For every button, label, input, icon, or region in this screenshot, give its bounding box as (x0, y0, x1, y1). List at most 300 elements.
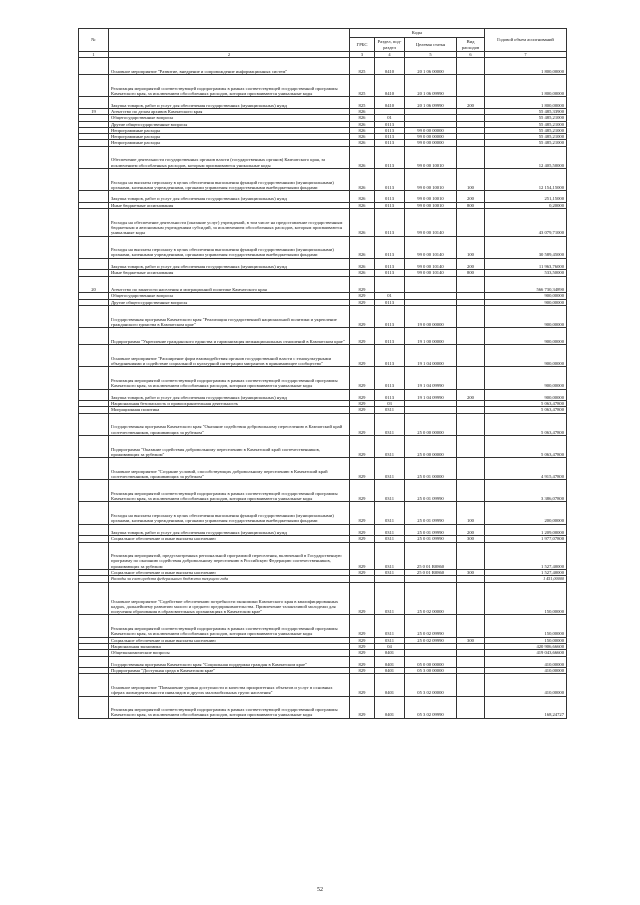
row-sum-cell: 55 485,21000 (485, 140, 567, 146)
row-razdel-cell: 0113 (375, 146, 405, 168)
row-target-article-cell: 25 0 02 00000 (405, 582, 457, 615)
row-name-cell: Расходы на выплаты персоналу в целях обеспечения выполнения функций государственными (муниципальными) органами, казенными учреждениями, органами управления государственными внебюджетными фондами (109, 502, 350, 524)
row-sum-cell: 1 977,07800 (485, 536, 567, 542)
row-sum-cell: 55 485,21000 (485, 115, 567, 121)
row-sum-cell: 900,00000 (485, 293, 567, 299)
row-razdel-cell: 0401 (375, 674, 405, 696)
row-razdel-cell: 0113 (375, 209, 405, 237)
row-grbs-cell: 829 (350, 696, 375, 718)
table-row (79, 389, 567, 401)
row-number-cell (79, 674, 109, 696)
index-cell: 5 (405, 52, 457, 58)
row-expense-type-cell (457, 413, 485, 435)
row-grbs-cell: 826 (350, 134, 375, 140)
row-grbs-cell: 829 (350, 345, 375, 367)
row-grbs-cell: 829 (350, 480, 375, 502)
row-target-article-cell: 99 0 00 10140 (405, 258, 457, 270)
row-name-cell: Социальное обеспечение и иные выплаты населению (109, 637, 350, 643)
row-number-cell (79, 97, 109, 109)
row-target-article-cell: 05 0 00 00000 (405, 656, 457, 668)
row-name-cell: Непрограммные расходы (109, 127, 350, 133)
row-grbs-cell: 829 (350, 524, 375, 536)
row-sum-cell: 150,00000 (485, 582, 567, 615)
row-razdel-cell: 0311 (375, 637, 405, 643)
row-name-cell: Реализация мероприятий соответствующей подпрограммы в рамках соответствующей государственной программы Камчатского края, за исключением обособленных расходов, которым присваиваются уникальные коды (109, 615, 350, 637)
row-sum-cell: 12 405,50000 (485, 146, 567, 168)
row-number-cell (79, 502, 109, 524)
row-name-cell: Основное мероприятие "Содействие обеспечению потребности экономики Камчатского края в квалифицированных кадрах, дальнейшему развитию малого и среднего предпринимательства. Привлечение талантливой молодежи для получения образования в образовательных организациях в Камчатском крае" (109, 582, 350, 615)
row-target-article-cell: 05 3 00 00000 (405, 668, 457, 674)
row-expense-type-cell (457, 328, 485, 345)
row-number-cell (79, 328, 109, 345)
row-razdel-cell: 0311 (375, 582, 405, 615)
row-sum-cell: 5 063,47800 (485, 435, 567, 457)
header-grbs: ГРБС (350, 38, 375, 52)
row-expense-type-cell (457, 696, 485, 718)
table-row (79, 58, 567, 75)
row-name-cell: Реализация мероприятий соответствующей подпрограммы в рамках соответствующей государственной программы Камчатского края, за исключением обособленных расходов, которым присваиваются уникальные коды (109, 480, 350, 502)
header-sum: Годовой объем ассигнований (485, 29, 567, 52)
row-razdel-cell: 0311 (375, 407, 405, 413)
row-razdel-cell: 0311 (375, 413, 405, 435)
row-name-cell: Государственная программа Камчатского края "Оказание содействия добровольному переселению в Камчатский край соотечественников, проживающих за рубежом" (109, 413, 350, 435)
row-razdel-cell: 0311 (375, 502, 405, 524)
row-number-cell (79, 58, 109, 75)
row-number-cell (79, 258, 109, 270)
row-expense-type-cell (457, 656, 485, 668)
row-expense-type-cell: 200 (457, 97, 485, 109)
row-name-cell: Национальная безопасность и правоохранительная деятельность (109, 401, 350, 407)
row-sum-cell: 150,00000 (485, 637, 567, 643)
row-target-article-cell: 19 0 00 00000 (405, 306, 457, 328)
table-row (79, 236, 567, 258)
row-expense-type-cell (457, 146, 485, 168)
row-target-article-cell: 25 0 00 00000 (405, 435, 457, 457)
header-row-1 (79, 29, 567, 38)
table-row (79, 258, 567, 270)
row-razdel-cell: 0113 (375, 270, 405, 276)
row-number-cell: 20 (79, 276, 109, 293)
row-grbs-cell: 826 (350, 209, 375, 237)
row-number-cell (79, 413, 109, 435)
row-sum-cell: 55 485,21000 (485, 127, 567, 133)
row-target-article-cell: 25 0 01 09990 (405, 536, 457, 542)
row-expense-type-cell: 200 (457, 258, 485, 270)
row-grbs-cell: 829 (350, 643, 375, 649)
row-target-article-cell: 99 0 00 10010 (405, 202, 457, 208)
row-target-article-cell: 99 0 00 00000 (405, 134, 457, 140)
row-expense-type-cell: 200 (457, 524, 485, 536)
row-sum-cell: 1 451,00000 (485, 576, 567, 582)
row-target-article-cell: 05 3 02 00000 (405, 674, 457, 696)
row-target-article-cell: 25 0 01 09990 (405, 524, 457, 536)
row-target-article-cell (405, 276, 457, 293)
row-razdel-cell: 0311 (375, 615, 405, 637)
row-grbs-cell: 829 (350, 389, 375, 401)
row-grbs-cell: 826 (350, 121, 375, 127)
row-expense-type-cell (457, 458, 485, 480)
row-sum-cell: 5 063,47800 (485, 413, 567, 435)
row-grbs-cell: 829 (350, 674, 375, 696)
table-row (79, 168, 567, 190)
row-expense-type-cell: 300 (457, 536, 485, 542)
row-expense-type-cell (457, 480, 485, 502)
row-expense-type-cell: 800 (457, 202, 485, 208)
table-row (79, 435, 567, 457)
row-name-cell: Иные бюджетные ассигнования (109, 270, 350, 276)
row-target-article-cell: 19 1 04 00000 (405, 345, 457, 367)
row-grbs-cell: 829 (350, 293, 375, 299)
row-grbs-cell: 829 (350, 656, 375, 668)
index-cell: 7 (485, 52, 567, 58)
row-number-cell (79, 345, 109, 367)
row-grbs-cell: 826 (350, 202, 375, 208)
row-target-article-cell: 99 0 00 10140 (405, 270, 457, 276)
row-expense-type-cell: 300 (457, 637, 485, 643)
row-name-cell: Другие общегосударственные вопросы (109, 299, 350, 305)
row-grbs-cell: 829 (350, 276, 375, 293)
row-target-article-cell: 19 1 00 00000 (405, 328, 457, 345)
row-expense-type-cell: 100 (457, 168, 485, 190)
row-razdel-cell: 0113 (375, 389, 405, 401)
budget-table (78, 28, 567, 719)
row-expense-type-cell (457, 615, 485, 637)
row-sum-cell: 55 485,33900 (485, 108, 567, 114)
row-name-cell: Агентство по занятости населения и миграционной политике Камчатского края (109, 276, 350, 293)
row-razdel-cell: 0113 (375, 191, 405, 203)
row-sum-cell: 11 963,76000 (485, 258, 567, 270)
row-sum-cell: 1 527,40000 (485, 570, 567, 576)
row-grbs-cell: 829 (350, 407, 375, 413)
row-number-cell: 19 (79, 108, 109, 114)
row-name-cell: Государственная программа Камчатского края "Реализация государственной национальной политики и укрепление гражданского единства в Камчатском крае" (109, 306, 350, 328)
row-sum-cell: 55 485,21000 (485, 134, 567, 140)
row-expense-type-cell (457, 435, 485, 457)
row-razdel-cell: 0401 (375, 650, 405, 656)
row-sum-cell: 251,15000 (485, 191, 567, 203)
row-target-article-cell: 20 1 06 09990 (405, 97, 457, 109)
row-sum-cell: 1 800,00000 (485, 75, 567, 97)
row-grbs-cell: 829 (350, 570, 375, 576)
row-expense-type-cell: 200 (457, 389, 485, 401)
row-expense-type-cell (457, 58, 485, 75)
index-cell: 3 (350, 52, 375, 58)
row-razdel-cell: 0113 (375, 202, 405, 208)
row-sum-cell: 5 063,47800 (485, 401, 567, 407)
row-target-article-cell: 99 0 00 10010 (405, 191, 457, 203)
table-row (79, 524, 567, 536)
row-grbs-cell: 826 (350, 236, 375, 258)
row-grbs-cell: 826 (350, 270, 375, 276)
row-sum-cell: 5 063,47800 (485, 407, 567, 413)
row-grbs-cell: 826 (350, 115, 375, 121)
row-sum-cell: 55 485,21000 (485, 121, 567, 127)
row-name-cell: Другие общегосударственные вопросы (109, 121, 350, 127)
header-razdel: Раздел, под-раздел (375, 38, 405, 52)
row-number-cell (79, 696, 109, 718)
row-grbs-cell: 829 (350, 413, 375, 435)
row-target-article-cell: 25 0 02 09990 (405, 615, 457, 637)
row-sum-cell: 410,00000 (485, 656, 567, 668)
row-number-cell (79, 75, 109, 97)
row-name-cell: Подпрограмма "Укрепление гражданского единства и гармонизация межнациональных отношений в Камчатском крае" (109, 328, 350, 345)
row-grbs-cell: 829 (350, 306, 375, 328)
row-name-cell: Подпрограмма "Доступная среда в Камчатском крае" (109, 668, 350, 674)
row-sum-cell: 1 209,00000 (485, 524, 567, 536)
budget-table-sheet (78, 28, 566, 719)
index-cell: 2 (109, 52, 350, 58)
row-number-cell (79, 306, 109, 328)
row-razdel-cell: 0113 (375, 168, 405, 190)
row-expense-type-cell (457, 306, 485, 328)
row-grbs-cell: 829 (350, 582, 375, 615)
row-sum-cell: 900,00000 (485, 306, 567, 328)
row-target-article-cell: 25 0 01 00000 (405, 458, 457, 480)
row-target-article-cell: 99 0 00 00000 (405, 140, 457, 146)
table-row (79, 502, 567, 524)
row-name-cell: Реализация мероприятий соответствующей подпрограммы в рамках соответствующей государственной программы Камчатского края, за исключением обособленных расходов, которым присваиваются уникальные коды (109, 367, 350, 389)
row-expense-type-cell (457, 276, 485, 293)
table-row (79, 146, 567, 168)
row-razdel-cell: 0311 (375, 542, 405, 570)
row-name-cell: Закупка товаров, работ и услуг для обеспечения государственных (муниципальных) нужд (109, 258, 350, 270)
row-target-article-cell: 99 0 00 10010 (405, 146, 457, 168)
row-razdel-cell: 0113 (375, 328, 405, 345)
row-name-cell: Расходы на выплаты персоналу в целях обеспечения выполнения функций государственными (муниципальными) органами, казенными учреждениями, органами управления государственными внебюджетными фондами (109, 236, 350, 258)
row-razdel-cell: 0113 (375, 367, 405, 389)
row-target-article-cell: 19 1 04 09990 (405, 367, 457, 389)
row-razdel-cell: 04 (375, 643, 405, 649)
row-razdel-cell (375, 276, 405, 293)
table-row (79, 75, 567, 97)
row-expense-type-cell (457, 674, 485, 696)
row-sum-cell: 150,00000 (485, 615, 567, 637)
row-razdel-cell: 0113 (375, 306, 405, 328)
row-expense-type-cell (457, 345, 485, 367)
row-sum-cell: 200,00000 (485, 502, 567, 524)
row-grbs-cell: 826 (350, 127, 375, 133)
row-razdel-cell: 0410 (375, 97, 405, 109)
row-name-cell: Общегосударственные вопросы (109, 293, 350, 299)
row-sum-cell: 900,00000 (485, 345, 567, 367)
row-grbs-cell: 829 (350, 668, 375, 674)
page-number: 52 (317, 887, 323, 893)
row-grbs-cell: 826 (350, 258, 375, 270)
row-name-cell: Закупка товаров, работ и услуг для обеспечения государственных (муниципальных) нужд (109, 389, 350, 401)
row-razdel-cell: 0401 (375, 696, 405, 718)
row-razdel-cell: 0311 (375, 524, 405, 536)
table-row (79, 458, 567, 480)
row-expense-type-cell (457, 582, 485, 615)
row-target-article-cell: 20 1 06 00000 (405, 58, 457, 75)
row-expense-type-cell (457, 542, 485, 570)
row-razdel-cell: 0113 (375, 127, 405, 133)
row-name-cell: Основное мероприятие "Расширение форм взаимодействия органов государственной власти с этнокультурными объединениями и содействие социальной и культурной интеграции мигрантов в принимающее сообщество" (109, 345, 350, 367)
table-row (79, 696, 567, 718)
row-razdel-cell: 01 (375, 115, 405, 121)
table-row (79, 615, 567, 637)
row-expense-type-cell (457, 75, 485, 97)
row-target-article-cell: 99 0 00 00000 (405, 127, 457, 133)
row-number-cell (79, 367, 109, 389)
row-grbs-cell: 829 (350, 328, 375, 345)
row-target-article-cell: 99 0 00 10140 (405, 209, 457, 237)
row-grbs-cell: 825 (350, 97, 375, 109)
table-row (79, 367, 567, 389)
row-name-cell: Иные бюджетные ассигнования (109, 202, 350, 208)
row-grbs-cell: 829 (350, 435, 375, 457)
row-number-cell (79, 209, 109, 237)
row-razdel-cell: 0113 (375, 140, 405, 146)
row-number-cell (79, 236, 109, 258)
row-sum-cell: 533,50000 (485, 270, 567, 276)
row-name-cell: Основное мероприятие "Развитие, внедрение и сопровождение информационных систем" (109, 58, 350, 75)
table-row (79, 480, 567, 502)
row-name-cell: Общеэкономические вопросы (109, 650, 350, 656)
table-row (79, 276, 567, 293)
row-grbs-cell: 829 (350, 367, 375, 389)
row-grbs-cell: 825 (350, 58, 375, 75)
row-sum-cell: 410,00000 (485, 668, 567, 674)
row-name-cell: Обеспечение деятельности государственных органов власти (государственных органов) Камчатского края, за исключением обособленных расходов, которым присваиваются уникальные коды (109, 146, 350, 168)
row-sum-cell: 900,00000 (485, 389, 567, 401)
row-target-article-cell: 25 0 01 R0860 (405, 570, 457, 576)
row-grbs-cell: 829 (350, 536, 375, 542)
row-number-cell (79, 458, 109, 480)
row-sum-cell: 0,20000 (485, 202, 567, 208)
table-row (79, 97, 567, 109)
row-sum-cell: 43 079,71000 (485, 209, 567, 237)
row-number-cell (79, 656, 109, 668)
header-number: № (79, 29, 109, 52)
row-sum-cell: 1 800,00000 (485, 58, 567, 75)
index-cell: 6 (457, 52, 485, 58)
row-razdel-cell: 03 (375, 401, 405, 407)
row-grbs-cell: 829 (350, 650, 375, 656)
row-sum-cell: 900,00000 (485, 367, 567, 389)
row-number-cell (79, 191, 109, 203)
row-name-cell: Основное мероприятие "Создание условий, способствующих добровольному переселению в Камчатский край соотечественников, проживающих за рубежом" (109, 458, 350, 480)
row-name-cell: Расходы за счет средств федерального бюджета текущего года (109, 576, 350, 582)
row-razdel-cell: 01 (375, 293, 405, 299)
row-grbs-cell: 826 (350, 191, 375, 203)
row-name-cell: Реализация мероприятий, предусмотренных региональной программой переселения, включенной в Государственную программу по оказанию содействия добровольному переселению в Российскую Федерацию соотечественников, проживающих за рубежом (109, 542, 350, 570)
row-grbs-cell: 829 (350, 615, 375, 637)
table-row (79, 674, 567, 696)
row-name-cell: Национальная экономика (109, 643, 350, 649)
row-grbs-cell: 829 (350, 502, 375, 524)
row-number-cell (79, 389, 109, 401)
row-target-article-cell: 25 0 01 09990 (405, 480, 457, 502)
row-sum-cell: 900,00000 (485, 299, 567, 305)
row-sum-cell: 168,24727 (485, 696, 567, 718)
row-expense-type-cell: 300 (457, 570, 485, 576)
row-number-cell (79, 524, 109, 536)
row-sum-cell: 3 386,07800 (485, 480, 567, 502)
row-number-cell (79, 168, 109, 190)
row-target-article-cell: 25 0 02 09990 (405, 637, 457, 643)
row-name-cell: Общегосударственные вопросы (109, 115, 350, 121)
table-row (79, 413, 567, 435)
row-number-cell (79, 146, 109, 168)
table-row (79, 306, 567, 328)
row-grbs-cell: 829 (350, 637, 375, 643)
row-name-cell: Закупка товаров, работ и услуг для обеспечения государственных (муниципальных) нужд (109, 97, 350, 109)
row-expense-type-cell: 800 (457, 270, 485, 276)
row-razdel-cell: 0311 (375, 458, 405, 480)
header-name (109, 29, 350, 52)
header-target-article: Целевая статья (405, 38, 457, 52)
budget-table-body (79, 58, 567, 718)
row-grbs-cell: 829 (350, 401, 375, 407)
table-row (79, 345, 567, 367)
row-razdel-cell: 0410 (375, 75, 405, 97)
row-number-cell (79, 480, 109, 502)
row-name-cell: Социальное обеспечение и иные выплаты населению (109, 570, 350, 576)
row-razdel-cell: 0113 (375, 299, 405, 305)
row-grbs-cell: 826 (350, 146, 375, 168)
row-razdel-cell: 0311 (375, 570, 405, 576)
row-razdel-cell: 0401 (375, 656, 405, 668)
row-sum-cell: 419 043,66600 (485, 650, 567, 656)
row-razdel-cell: 0311 (375, 480, 405, 502)
row-razdel-cell: 0113 (375, 121, 405, 127)
row-grbs-cell: 829 (350, 299, 375, 305)
row-target-article-cell: 99 0 00 10010 (405, 168, 457, 190)
row-target-article-cell: 20 1 06 09990 (405, 75, 457, 97)
index-cell: 4 (375, 52, 405, 58)
row-name-cell: Реализация мероприятий соответствующей подпрограммы в рамках соответствующей государственной программы Камчатского края, за исключением обособленных расходов, которым присваиваются уникальные коды (109, 75, 350, 97)
row-sum-cell: 4 915,47800 (485, 458, 567, 480)
row-expense-type-cell: 100 (457, 502, 485, 524)
header-codes: Коды (350, 29, 485, 38)
row-name-cell: Непрограммные расходы (109, 134, 350, 140)
row-grbs-cell: 826 (350, 140, 375, 146)
row-expense-type-cell: 200 (457, 191, 485, 203)
row-sum-cell: 30 589,45000 (485, 236, 567, 258)
row-name-cell: Подпрограмма "Оказание содействия добровольному переселению в Камчатский край соотечественников, проживающих за рубежом" (109, 435, 350, 457)
row-name-cell: Расходы на обеспечение деятельности (оказание услуг) учреждений, в том числе на предоставление государственным бюджетным и автономным учреждениям субсидий, за исключением обособленных расходов, которым присваиваются уникальные коды (109, 209, 350, 237)
table-row (79, 209, 567, 237)
row-grbs-cell: 825 (350, 75, 375, 97)
row-sum-cell: 1 800,00000 (485, 97, 567, 109)
row-number-cell (79, 435, 109, 457)
row-name-cell: Расходы на выплаты персоналу в целях обеспечения выполнения функций государственными (муниципальными) органами, казенными учреждениями, органами управления государственными внебюджетными фондами (109, 168, 350, 190)
row-name-cell: Реализация мероприятий соответствующей подпрограммы в рамках соответствующей государственной программы Камчатского края, за исключением обособленных расходов, которым присваиваются уникальные коды (109, 696, 350, 718)
table-row (79, 582, 567, 615)
row-sum-cell: 1 527,40000 (485, 542, 567, 570)
row-target-article-cell: 19 1 04 09990 (405, 389, 457, 401)
row-expense-type-cell (457, 367, 485, 389)
row-name-cell: Государственная программа Камчатского края "Социальная поддержка граждан в Камчатском крае" (109, 656, 350, 668)
row-razdel-cell: 0401 (375, 668, 405, 674)
row-grbs-cell: 829 (350, 458, 375, 480)
row-name-cell: Миграционная политика (109, 407, 350, 413)
row-grbs-cell: 826 (350, 168, 375, 190)
row-razdel-cell: 0113 (375, 236, 405, 258)
row-razdel-cell: 0410 (375, 58, 405, 75)
row-name-cell: Закупка товаров, работ и услуг для обеспечения государственных (муниципальных) нужд (109, 524, 350, 536)
row-target-article-cell: 25 0 01 09990 (405, 502, 457, 524)
row-sum-cell: 566 730,34890 (485, 276, 567, 293)
row-sum-cell: 12 154,15000 (485, 168, 567, 190)
row-expense-type-cell (457, 209, 485, 237)
header-expense-type: Вид расходов (457, 38, 485, 52)
table-row (79, 328, 567, 345)
row-target-article-cell: 99 0 00 10140 (405, 236, 457, 258)
row-razdel-cell: 0311 (375, 435, 405, 457)
row-name-cell: Основное мероприятие "Повышение уровня доступности и качества приоритетных объектов и услуг в основных сферах жизнедеятельности инвалидов и других маломобильных групп населения" (109, 674, 350, 696)
